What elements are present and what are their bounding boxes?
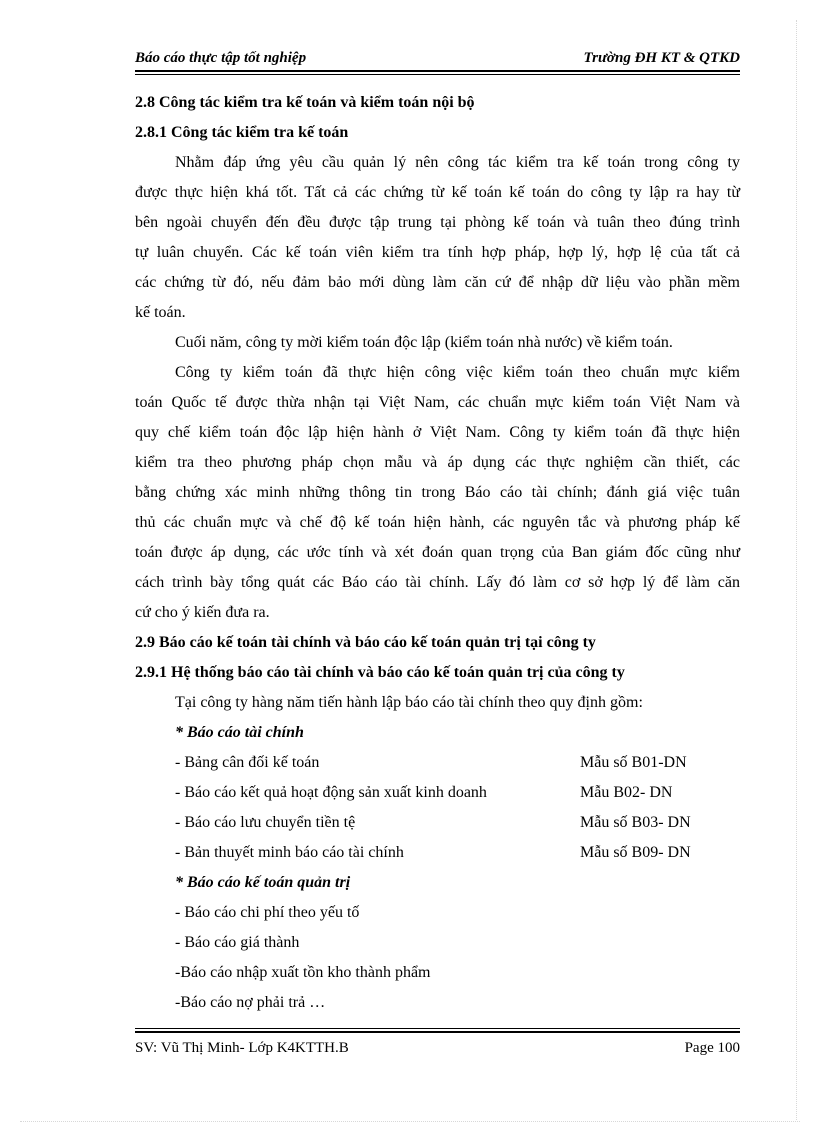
section-heading: 2.8 Công tác kiểm tra kế toán và kiểm toán nội bộ: [135, 94, 475, 111]
footer-rule-thin: [135, 1028, 740, 1029]
page-number: Page 100: [684, 1040, 740, 1056]
financial-reports-title: * Báo cáo tài chính: [175, 724, 304, 741]
page-header: [135, 48, 740, 72]
paragraph-line: tự luân chuyển. Các kế toán viên kiểm tra tính hợp pháp, hợp lý, hợp lệ của tất cả: [135, 244, 740, 261]
paragraph-line: Tại công ty hàng năm tiến hành lập báo cáo tài chính theo quy định gồm:: [175, 694, 643, 711]
paragraph-line: cách trình bày tổng quát các Báo cáo tài chính. Lấy đó làm cơ sở hợp lý để làm căn: [135, 574, 740, 591]
paragraph-line: Nhằm đáp ứng yêu cầu quản lý nên công tác kiểm tra kế toán trong công ty: [175, 154, 740, 171]
list-item: -Báo cáo nhập xuất tồn kho thành phẩm: [175, 964, 431, 981]
header-rule-thick: [135, 70, 740, 72]
list-item: - Báo cáo chi phí theo yếu tố: [175, 904, 360, 921]
paragraph-line: toán được áp dụng, các ước tính và xét đoán quan trọng của Ban giám đốc cũng như: [135, 544, 740, 561]
report-form: Mẫu số B03- DN: [580, 814, 691, 831]
header-left: Báo cáo thực tập tốt nghiệp: [135, 50, 307, 66]
paragraph-line: cứ cho ý kiến đưa ra.: [135, 604, 270, 621]
header-right: Trường ĐH KT & QTKD: [583, 50, 740, 66]
paragraph-line: bên ngoài chuyển đến đều được tập trung tại phòng kế toán và tuân theo đúng trình: [135, 214, 740, 231]
report-name: - Báo cáo kết quả hoạt động sản xuất kinh doanh: [175, 784, 487, 801]
section-heading: 2.9 Báo cáo kế toán tài chính và báo cáo kế toán quản trị tại công ty: [135, 634, 596, 651]
management-reports-title: * Báo cáo kế toán quản trị: [175, 874, 351, 891]
report-row: [175, 753, 740, 773]
paragraph-line: Cuối năm, công ty mời kiểm toán độc lập (kiểm toán nhà nước) về kiểm toán.: [175, 334, 673, 351]
report-form: Mẫu số B09- DN: [580, 844, 691, 861]
report-name: - Bản thuyết minh báo cáo tài chính: [175, 844, 404, 861]
paragraph-line: bằng chứng xác minh những thông tin trong Báo cáo tài chính; đánh giá việc tuân: [135, 484, 740, 501]
report-name: - Báo cáo lưu chuyển tiền tệ: [175, 814, 356, 831]
header-rule-thin: [135, 74, 740, 75]
footer-left: SV: Vũ Thị Minh- Lớp K4KTTH.B: [135, 1040, 349, 1056]
paragraph-line: các chứng từ đó, nếu đảm bảo mới dùng làm căn cứ để nhập dữ liệu vào phần mềm: [135, 274, 740, 291]
paragraph-line: toán Quốc tế được thừa nhận tại Việt Nam, các chuẩn mực kiểm toán Việt Nam và: [135, 394, 740, 411]
paragraph-line: kế toán.: [135, 304, 186, 321]
paragraph-line: thủ các chuẩn mực và chế độ kế toán hiện hành, các nguyên tắc và phương pháp kế: [135, 514, 740, 531]
report-row: [175, 813, 740, 833]
list-item: - Báo cáo giá thành: [175, 934, 300, 951]
report-row: [175, 783, 740, 803]
report-form: Mẫu B02- DN: [580, 784, 673, 801]
paragraph-line: Công ty kiểm toán đã thực hiện công việc kiểm toán theo chuẩn mực kiểm: [175, 364, 740, 381]
subsection-heading: 2.9.1 Hệ thống báo cáo tài chính và báo cáo kế toán quản trị của công ty: [135, 664, 625, 681]
footer-rule-thick: [135, 1031, 740, 1033]
subsection-heading: 2.8.1 Công tác kiểm tra kế toán: [135, 124, 349, 141]
paragraph-line: được thực hiện khá tốt. Tất cả các chứng từ kế toán kế toán do công ty lập ra hay từ: [135, 184, 740, 201]
page-footer: [135, 1040, 740, 1062]
paragraph-line: kiểm tra theo phương pháp chọn mẫu và áp dụng các thực nghiệm cần thiết, các: [135, 454, 740, 471]
page-edge-right: [796, 20, 799, 1120]
report-name: - Bảng cân đối kế toán: [175, 754, 320, 771]
paragraph-line: quy chế kiểm toán độc lập hiện hành ở Việt Nam. Công ty kiểm toán đã thực hiện: [135, 424, 740, 441]
report-row: [175, 843, 740, 863]
report-form: Mẫu số B01-DN: [580, 754, 687, 771]
list-item: -Báo cáo nợ phải trả …: [175, 994, 326, 1011]
